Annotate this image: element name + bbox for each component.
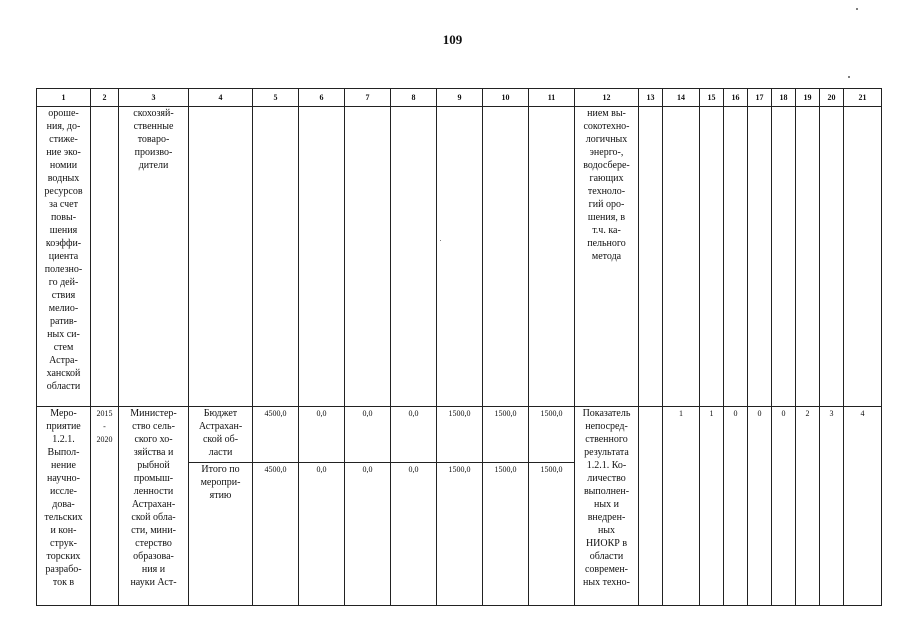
executor-cell: скохозяй- ственные товаро- произво- дители (119, 107, 189, 407)
column-header: 3 (119, 89, 189, 107)
amount-cell: 4500,0 (253, 463, 299, 606)
indicator-value-cell: 0 (772, 407, 796, 606)
empty-cell (529, 107, 575, 407)
column-header: 13 (639, 89, 663, 107)
indicator-description-cell: Показатель непосред- ственного результата 1.2.1. Ко- личество выполнен- ных и внедрен- ных НИОКР в области современ- ных техно- (575, 407, 639, 606)
column-header: 20 (820, 89, 844, 107)
indicator-value-cell: 1 (663, 407, 700, 606)
indicator-value-cell: 2 (796, 407, 820, 606)
column-header: 11 (529, 89, 575, 107)
scan-speck (440, 240, 441, 241)
indicator-value-cell (639, 407, 663, 606)
indicator-value-cell: 4 (844, 407, 882, 606)
empty-cell (391, 107, 437, 407)
empty-cell (748, 107, 772, 407)
column-header: 16 (724, 89, 748, 107)
indicator-description-cell: нием вы- сокотехно- логичных энерго-, водосбере- гающих техноло- гий оро- шения, в т.ч. ка- пельного метода (575, 107, 639, 407)
amount-cell: 0,0 (391, 407, 437, 463)
column-header: 17 (748, 89, 772, 107)
empty-cell (189, 107, 253, 407)
measure-description-cell: Меро- приятие 1.2.1. Выпол- нение научно- иссле- дова- тельских и кон- струк- торских разрабо- ток в (37, 407, 91, 606)
empty-cell (639, 107, 663, 407)
empty-cell (253, 107, 299, 407)
amount-cell: 0,0 (345, 407, 391, 463)
scan-speck (856, 8, 858, 10)
amount-cell: 4500,0 (253, 407, 299, 463)
table-row-continuation (37, 107, 882, 407)
indicator-value-cell: 0 (748, 407, 772, 606)
executor-cell: Министер- ство сель- ского хо- зяйства и рыбной промыш- ленности Астрахан- ской обла- сти, мини- стерство образова- ния и науки Аст- (119, 407, 189, 606)
amount-cell: 1500,0 (483, 407, 529, 463)
empty-cell (91, 107, 119, 407)
column-header: 15 (700, 89, 724, 107)
column-header: 14 (663, 89, 700, 107)
program-table (36, 88, 882, 606)
table-row-measure-budget (37, 407, 882, 463)
indicator-value-cell: 0 (724, 407, 748, 606)
amount-cell: 1500,0 (529, 463, 575, 606)
column-header: 1 (37, 89, 91, 107)
column-header: 5 (253, 89, 299, 107)
amount-cell: 0,0 (299, 463, 345, 606)
amount-cell: 1500,0 (437, 407, 483, 463)
page-number: 109 (442, 32, 463, 47)
empty-cell (483, 107, 529, 407)
task-description-cell: ороше- ния, до- стиже- ние эко- номии водных ресурсов за счет повы- шения коэффи- циента полезно- го дей- ствия мелио- ратив- ных си- стем Астра- ханской области (37, 107, 91, 407)
empty-cell (796, 107, 820, 407)
empty-cell (299, 107, 345, 407)
indicator-value-cell: 3 (820, 407, 844, 606)
column-header: 6 (299, 89, 345, 107)
column-header: 19 (796, 89, 820, 107)
empty-cell (437, 107, 483, 407)
scan-speck (848, 76, 850, 78)
empty-cell (724, 107, 748, 407)
funding-source-cell: Бюджет Астрахан- ской об- ласти (189, 407, 253, 463)
empty-cell (700, 107, 724, 407)
column-header: 18 (772, 89, 796, 107)
amount-cell: 0,0 (299, 407, 345, 463)
empty-cell (663, 107, 700, 407)
column-header: 4 (189, 89, 253, 107)
amount-cell: 0,0 (391, 463, 437, 606)
amount-cell: 1500,0 (483, 463, 529, 606)
funding-source-cell: Итого по меропри- ятию (189, 463, 253, 606)
column-header: 8 (391, 89, 437, 107)
empty-cell (345, 107, 391, 407)
empty-cell (772, 107, 796, 407)
column-header: 12 (575, 89, 639, 107)
column-number-row (37, 89, 882, 107)
column-header: 7 (345, 89, 391, 107)
column-header: 10 (483, 89, 529, 107)
column-header: 2 (91, 89, 119, 107)
empty-cell (844, 107, 882, 407)
column-header: 9 (437, 89, 483, 107)
empty-cell (820, 107, 844, 407)
amount-cell: 0,0 (345, 463, 391, 606)
period-cell: 2015 - 2020 (91, 407, 119, 606)
indicator-value-cell: 1 (700, 407, 724, 606)
column-header: 21 (844, 89, 882, 107)
amount-cell: 1500,0 (437, 463, 483, 606)
amount-cell: 1500,0 (529, 407, 575, 463)
